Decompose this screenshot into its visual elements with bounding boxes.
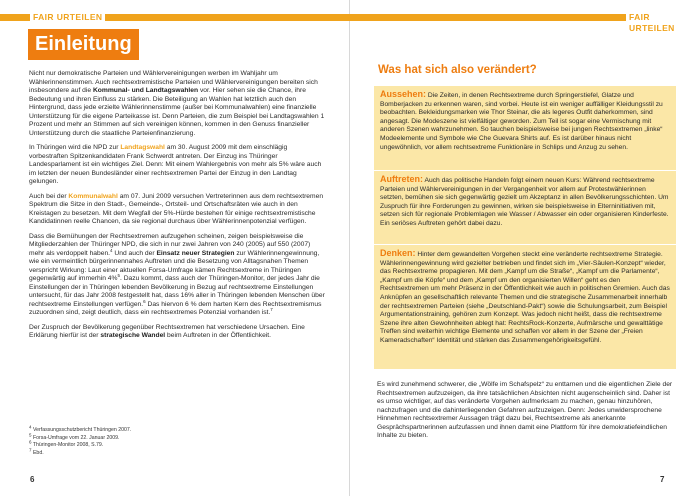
brand-label-left: FAIR URTEILEN	[30, 12, 105, 23]
footnote: $^6$ Thüringen-Monitor 2008, S.79.	[29, 439, 104, 449]
page-number-left: 6	[30, 475, 35, 484]
box-label: Aussehen:	[380, 89, 427, 99]
box-text: Auch das politische Handeln folgt einem neuen Kurs: Während rechtsextreme Parteien und Wählervereinigungen in der Vergangenheit vor allem auf Protestwählerinnen setzten, bemühen sie sich gegenwärtig gezielt um Akzeptanz in allen Bevölkerungsschichten. Um Zuspruch für ihre Forderungen zu gewinnen, wirken sie beispielsweise in Elterninitiativen mit, setzen sich für regionale Problemlagen wie Wasser / Abwasser ein oder organisieren Kinderfeste. Ein seriöses Auftreten gehört dabei dazu.	[380, 177, 669, 227]
box-text: Hinter dem gewandelten Vorgehen steckt eine veränderte rechtsextreme Strategie. Wählerinnengewinnung wird gezielter betrieben und findet sich im „Vier-Säulen-Konzept“ wieder, das Rechtsextreme propagieren. Mit dem „Kampf um die Straße“, „Kampf um die Parlamente“, „Kampf um die Köpfe“ und dem „Kampf um den organisierten Willen“ geht es den Rechtsextremen um mehr Präsenz in der Öffentlichkeit wie auch in politischen Gremien. Auch das Anknüpfen an gesellschaftlich relevante Themen und die strategische Zusammenarbeit innerhalb der rechtsextremen Parteien (siehe „Deutschland-Pakt“) sowie die Schulungsarbeit, zum Beispiel Argumentationstraining, gehören zum Konzept. Was jedoch nicht heißt, dass die rechtsextreme Szene ihre alten Gewohnheiten ablegt hat: RechtsRock-Konzerte, Aufmärsche und gewalttätige Treffen sind weiterhin wichtige Elemente und schaffen vor allem in der Szene der „Freien Kameradschaften“ Identität und stärken das Zusammengehörigkeitsgefühl.	[380, 251, 670, 344]
footnote-ref: 5	[117, 272, 120, 278]
footnote: $^4$ Verfassungsschutzbericht Thüringen 2007.	[29, 424, 132, 433]
paragraph-closing: Es wird zunehmend schwerer, die „Wölfe im Schafspelz“ zu enttarnen und die eigentlichen Ziele der Rechtsextremen aufzuzeigen, da ihre tatsächlichen Absichten nicht augenscheinlich sind. Daher ist es umso wichtiger, auf das veränderte Vorgehen aufmerksam zu machen, genau hinzuhören, nachzufragen und die dahinterliegenden Gefahren aufzuzeigen. Denn: Jedes unwidersprochene Hinnehmen rechtsextremer Aussagen trägt dazu bei, Rechtsextreme als anerkannte Gesprächspartnerinnen aufzufassen und ihnen damit eine Plattform für ihre demokratiefeindlichen Inhalte zu bieten.	[377, 381, 673, 439]
info-box-aussehen	[374, 86, 676, 170]
brand-label-right: FAIR URTEILEN	[626, 12, 700, 23]
footnote-ref: 7	[270, 306, 273, 312]
left-body	[29, 70, 325, 347]
section-subtitle: Was hat sich also verändert?	[378, 64, 537, 76]
paragraph-intro: Nicht nur demokratische Parteien und Wählervereinigungen werben im Wahljahr um Wählerinnenstimmen. Auch rechtsextremistische Parteien und Wählervereinigungen bereiten sich insbesondere auf die Kommunal- und Landtagswahlen vor. Hier sehen sie die Chance, ihre Bedeutung und ihren Einfluss zu stärken. Die Beteiligung an Wahlen hat letztlich auch den Hintergrund, dass jede erzielte Wählerinnenstimme (außer bei Kommunalwahlen) eine finanzielle Unterstützung für die eigene Parteikasse ist. Denn Parteien, die zum Beispiel bei Landtagswahlen 1 Prozent und mehr an Stimmen auf sich vereinigen können, kommen in den Genuss finanzieller Unterstützung durch die staatliche Parteienfinanzierung.	[29, 70, 325, 137]
footnote: $^7$ Ebd.	[29, 447, 44, 456]
paragraph-landtagswahl: In Thüringen wird die NPD zur Landtagswahl am 30. August 2009 mit dem einschlägig vorbestraften Spitzenkandidaten Frank Schwerdt antreten. Der Einzug ins Thüringer Landesparlament ist ein wichtiges Ziel. Denn: Mit einem Wahlergebnis von mehr als 5% wäre auch im letzten der neuen Bundesländer einer rechtsextremen Partei der Einzug in den Landtag gelungen.	[29, 144, 322, 185]
footnote-ref: 4	[110, 247, 113, 253]
footnotes	[29, 424, 319, 457]
footnote-ref: 6	[143, 298, 146, 304]
info-box-auftreten	[374, 171, 676, 244]
bold-term: strategische Wandel	[100, 332, 166, 339]
page-title: Einleitung	[28, 29, 139, 60]
page-number-right: 7	[660, 475, 665, 484]
highlight-term: Kommunalwahl	[68, 192, 118, 200]
bold-term: Kommunal- und Landtagswahlen	[92, 87, 199, 94]
closing-paragraph	[377, 381, 677, 447]
paragraph-zuspruch: Der Zuspruch der Bevölkerung gegenüber Rechtsextremen hat verschiedene Ursachen. Eine Erklärung hierfür ist der strategische Wandel beim Auftreten in der Öffentlichkeit.	[29, 323, 305, 339]
bold-term: Einsatz neuer Strategien	[156, 249, 235, 257]
box-text: Die Zeiten, in denen Rechtsextreme durch Springerstiefel, Glatze und Bomberjacken zu erkennen waren, sind vorbei. Heute ist ein weniger auffälliger Kleidungsstil zu beobachten. Bekleidungsmarken wie Thor Steinar, die als legeres Outfit daherkommen, sind angesagt. Die Modeszene ist vielfältiger geworden. Zum Teil ist sogar eine Vermischung mit anderen Szenen wahrzunehmen. So tauchen beispielsweise bei jungen Rechtsextremen „linke“ Modeelemente und Symbole wie Che Guevara Shirts auf. Es ist darüber hinaus nicht ungewöhnlich, vor allem rechtsextreme Funktionäre in Schlips und Anzug zu sehen.	[380, 92, 663, 151]
paragraph-npd: Dass die Bemühungen der Rechtsextremen aufzugehen scheinen, zeigen beispielsweise die Mitgliederzahlen der Thüringer NPD, die sich in nur zwei Jahren von 240 (2005) auf 550 (2007) mehr als verdoppelt haben.$^4$ Und auch der Einsatz neuer Strategien zur Wählerinnengewinnung, wie ein vermeintlich bürgerinnennahes Auftreten und die Besetzung von Alltagsnahen Themen verspricht Wirkung: Laut einer aktuellen Forsa-Umfrage kämen Rechtsextreme in Thüringen gegenwärtig auf immerhin 4%$^5$. Dazu kommt, dass auch der Thüringen-Monitor, der jedes Jahr die Einstellungen der in Thüringen lebenden Bevölkerung in Bezug auf rechtsextreme Einstellungen untersucht, für das Jahr 2008 festgestellt hat, dass 16% aller in Thüringen lebenden Menschen über rechtsextreme Einstellungen verfügen.$^6$ Das hiervon 6 % dem harten Kern des Rechtsextremismus zuzuordnen sind, zeigt deutlich, dass ein rechtsextremes Potenzial vorhanden ist.$^7$	[29, 232, 325, 316]
box-label: Auftreten:	[380, 174, 423, 184]
page-gutter	[349, 0, 350, 496]
highlight-term: Landtagswahl	[120, 144, 165, 151]
info-box-denken	[374, 245, 676, 369]
box-label: Denken:	[380, 248, 416, 258]
footnote: $^5$ Forsa-Umfrage vom 22. Januar 2009.	[29, 431, 120, 441]
paragraph-kommunalwahl: Auch bei der Kommunalwahl am 07. Juni 2009 versuchen Vertreterinnen aus dem rechtsextremen Spektrum die Sitze in den Stadt-, Gemeinde-, Ortsteil- und Ortschaftsräten wie auch in den Kreistagen zu besetzen. Mit dem Wegfall der 5%-Hürde bestehen für einige rechtsextremistische Kandidatinnen reelle Chancen, da sie regional durchaus über Wählerinnenpotenzial verfügen.	[29, 192, 324, 225]
